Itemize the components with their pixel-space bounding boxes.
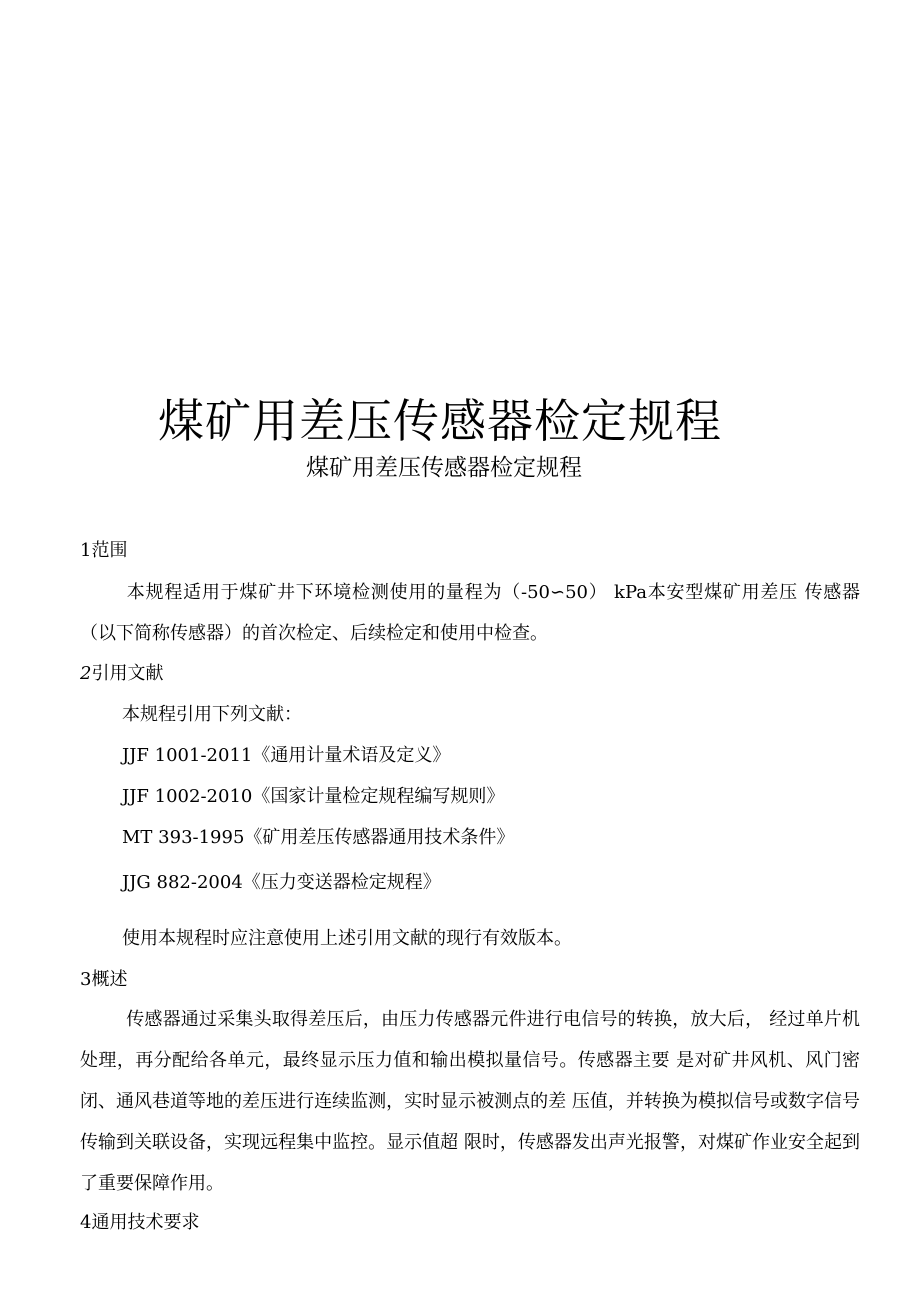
reference-item: JJF 1002-2010《国家计量检定规程编写规则》 <box>122 786 505 807</box>
scope-text: 本规程适用于煤矿井下环境检测使用的量程为（-50∽50） kPa本安型煤矿用差压 传感器（以下简称传感器）的首次检定、后续检定和使用中检查。 <box>80 582 860 644</box>
section-heading-scope <box>80 539 127 563</box>
document-title: 煤矿用差压传感器检定规程 <box>158 394 722 448</box>
scope-paragraph <box>80 572 860 654</box>
section-title: 通用技术要求 <box>91 1212 200 1233</box>
section-number: 2 <box>80 663 92 684</box>
reference-item: MT 393-1995《矿用差压传感器通用技术条件》 <box>122 827 515 848</box>
references-intro: 本规程引用下列文献： <box>122 704 302 725</box>
section-title: 范围 <box>91 540 128 561</box>
section-number: 1 <box>80 540 92 561</box>
section-title: 概述 <box>91 969 128 990</box>
section-number: 4 <box>80 1212 92 1233</box>
section-heading-general <box>80 1211 199 1235</box>
references-note: 使用本规程时应注意使用上述引用文献的现行有效版本。 <box>122 928 572 949</box>
reference-item: JJF 1001-2011《通用计量术语及定义》 <box>122 745 451 766</box>
reference-item: JJG 882-2004《压力变送器检定规程》 <box>122 872 441 893</box>
section-heading-references <box>80 662 163 686</box>
section-title: 引用文献 <box>91 663 164 684</box>
section-heading-overview <box>80 968 127 992</box>
document-subtitle: 煤矿用差压传感器检定规程 <box>306 455 582 481</box>
section-number: 3 <box>80 969 92 990</box>
overview-text: 传感器通过采集头取得差压后，由压力传感器元件进行电信号的转换，放大后， 经过单片机处理，再分配给各单元，最终显示压力值和输出模拟量信号。传感器主要 是对矿井风机、风门密闭、通风巷道等地的差压进行连续监测，实时显示被测点的差 压值，并转换为模拟信号或数字信号传输到关联设备，实现远程集中监控。显示值超 限时，传感器发出声光报警，对煤矿作业安全起到了重要保障作用。 <box>80 1009 860 1194</box>
overview-paragraph <box>80 999 860 1204</box>
